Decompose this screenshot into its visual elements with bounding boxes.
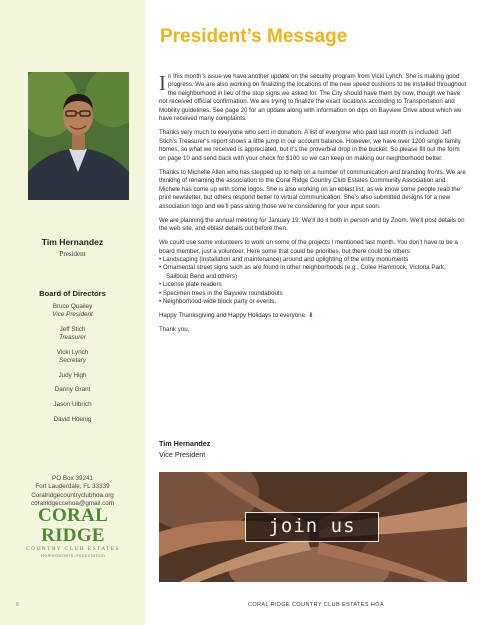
- address-block: [0, 475, 145, 509]
- dropcap: I: [159, 71, 166, 95]
- logo-sub-text: COUNTRY CLUB ESTATES: [26, 546, 120, 552]
- board-member: [0, 386, 145, 394]
- member-role: Treasurer: [59, 334, 86, 342]
- signature-title: Vice President: [159, 450, 206, 459]
- po-box: PO Box 39241: [52, 475, 93, 482]
- board-member: [0, 401, 145, 409]
- page-title: President’s Message: [160, 26, 348, 47]
- board-member: [0, 326, 145, 342]
- paragraph-text: n this month’s issue we have another update on the security program from Vicki Lynch. She is making good progress. We are also working on finalizing the locations of the new speed cushions to be installed throughout the neighborhood in lieu of the stop signs we asked for. The City should have them by now, though we have not received official confirmation. We are trying to finalize the exact locations according to Transportation and Mobility guidelines. See page 20 for an update along with information on dips on Bayview Drive about which we have received many complaints.: [159, 73, 467, 123]
- board-heading: Board of Directors: [39, 289, 106, 298]
- list-item: • License plate readers: [159, 281, 467, 289]
- paragraph: [159, 312, 467, 320]
- member-name: Vicki Lynch: [56, 348, 89, 356]
- member-name: Bruce Quailey: [52, 303, 93, 310]
- member-name: Jason Ulbrich: [53, 401, 92, 409]
- board-member: [0, 349, 145, 365]
- president-name: Tim Hernandez: [41, 237, 104, 247]
- city-line: Fort Lauderdale, FL 33339: [35, 483, 110, 491]
- member-name: Jeff Stich: [59, 325, 86, 333]
- board-member: [0, 416, 145, 424]
- paragraph: We are planning the annual meeting for January 19. We’ll do it both in person and by Zoom. We’ll post details on the web site, and eblast details out before then.: [159, 216, 465, 233]
- email-link[interactable]: coralridgeccehoa@gmail.com: [30, 500, 115, 508]
- list-item: • Neighborhood-wide block party or events.: [159, 298, 467, 306]
- association-logo: [8, 506, 138, 559]
- join-us-label: join us: [245, 512, 379, 542]
- join-us-banner: [159, 472, 467, 582]
- logo-tagline: Homeowners Association: [40, 553, 106, 558]
- arrow-down-icon: ⬇: [308, 312, 314, 320]
- list-item: • Ornamental street signs such as are found in other neighborhoods (e.g., Colee Hammock, Victoria Park, Sailboat Bend and others): [159, 264, 467, 281]
- article-body: [159, 73, 467, 340]
- member-name: David Hoenig: [53, 415, 92, 423]
- member-role: Secretary: [59, 357, 86, 365]
- member-name: Danny Grant: [54, 386, 91, 394]
- page-footer: CORAL RIDGE COUNTRY CLUB ESTATES HOA: [248, 602, 385, 608]
- thank-you: Thank you,: [159, 326, 190, 334]
- member-role: Vice President: [52, 311, 93, 319]
- list-item: • Landscaping (installation and maintenance) around and uplighting of the entry monuments: [159, 256, 467, 264]
- president-photo: [28, 72, 129, 200]
- paragraph: Thanks to Michelle Allen who has stepped up to help on a number of communication and branding fronts. We are thinking of renaming the association to the Coral Ridge Country Club Estates Community Association and Michele has come up with some logos. She is also working on an eblast list, as we know some people read the print newsletter, but others respond better to virtual communication. She’s also submitted designs for a new association logo and we’ll pass along those we’re considering for your input soon.: [159, 168, 466, 210]
- paragraph: Thanks very much to everyone who sent in donation. A list of everyone who paid last month is included. Jeff Stich’s Treasurer’s report shows a little jump in our account balance. However, we have over 1200 single family homes, so what we received is appreciated, but it’s the proverbial drop in the bucket. So please fill out the form on page 10 and send back with your check for $100 so we can keep on making our neighborhood better.: [159, 129, 461, 162]
- closing-text: Happy Thanksgiving and Happy Holidays to everyone.: [159, 312, 307, 320]
- signature-name: Tim Hernandez: [159, 439, 211, 448]
- board-member: [0, 303, 145, 319]
- project-list: [159, 256, 467, 307]
- website-link[interactable]: Coralridgecountryclubhoa.org: [31, 491, 114, 499]
- board-member: [0, 372, 145, 380]
- sidebar: [0, 0, 145, 625]
- paragraph: [159, 73, 467, 124]
- board-list: [0, 303, 145, 431]
- member-name: Judy High: [58, 371, 87, 379]
- president-title: President: [59, 250, 86, 258]
- page-number: 6: [16, 602, 20, 608]
- logo-main-text: CORAL RIDGE: [37, 505, 109, 546]
- paragraph: We could use some volunteers to work on some of the projects I mentioned last month. You don’t have to be a board member, just a volunteer. Here some that could be priorities, but there could be others:: [159, 239, 458, 255]
- list-item: • Specimen trees in the Bayview roundabouts: [159, 290, 467, 298]
